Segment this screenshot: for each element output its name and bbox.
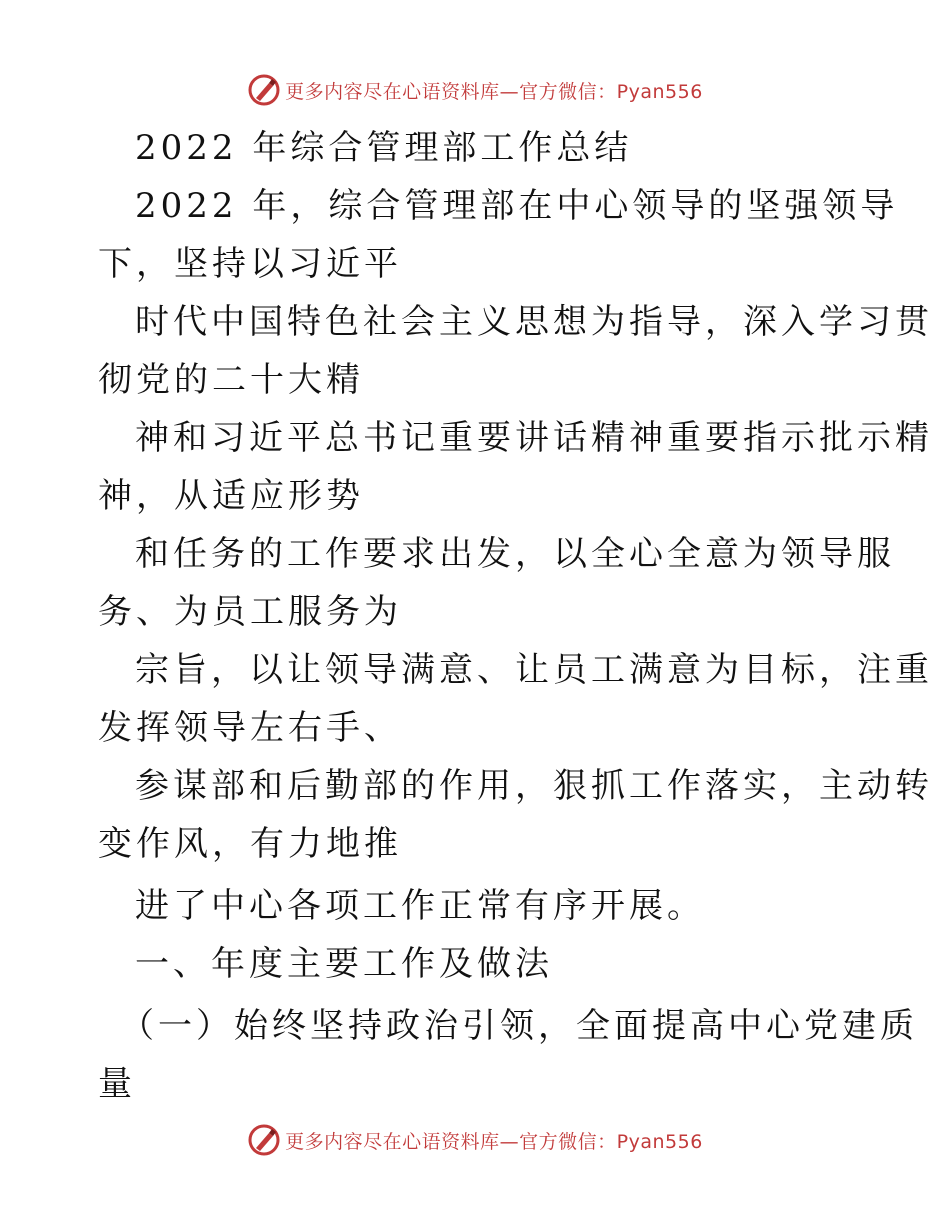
text-line: 进了中心各项工作正常有序开展。 xyxy=(135,886,705,926)
pen-circle-logo-icon xyxy=(247,73,281,107)
text-line: 参谋部和后勤部的作用，狠抓工作落实，主动转 xyxy=(135,766,933,806)
text-line: 变作风，有力地推 xyxy=(98,824,402,864)
text-line: 神，从适应形势 xyxy=(98,476,364,516)
text-line: 量 xyxy=(98,1064,136,1104)
text-line: 宗旨，以让领导满意、让员工满意为目标，注重 xyxy=(135,650,933,690)
header-watermark xyxy=(0,70,950,110)
section-heading: 一、年度主要工作及做法 xyxy=(135,944,553,984)
text-line: 2022 年，综合管理部在中心领导的坚强领导 xyxy=(135,186,899,226)
pen-circle-logo-icon xyxy=(247,1123,281,1157)
text-line: 发挥领导左右手、 xyxy=(98,708,402,748)
watermark-text: 更多内容尽在心语资料库—官方微信：Pyan556 xyxy=(285,1130,703,1153)
watermark-text: 更多内容尽在心语资料库—官方微信：Pyan556 xyxy=(285,80,703,103)
document-title: 2022 年综合管理部工作总结 xyxy=(135,128,633,168)
text-line: 神和习近平总书记重要讲话精神重要指示批示精 xyxy=(135,418,933,458)
text-line: 彻党的二十大精 xyxy=(98,360,364,400)
text-line: 和任务的工作要求出发，以全心全意为领导服 xyxy=(135,534,895,574)
subsection-heading: （一）始终坚持政治引领，全面提高中心党建质 xyxy=(120,1006,918,1046)
text-line: 时代中国特色社会主义思想为指导，深入学习贯 xyxy=(135,302,933,342)
footer-watermark xyxy=(0,1120,950,1160)
text-line: 务、为员工服务为 xyxy=(98,592,402,632)
text-line: 下，坚持以习近平 xyxy=(98,244,402,284)
